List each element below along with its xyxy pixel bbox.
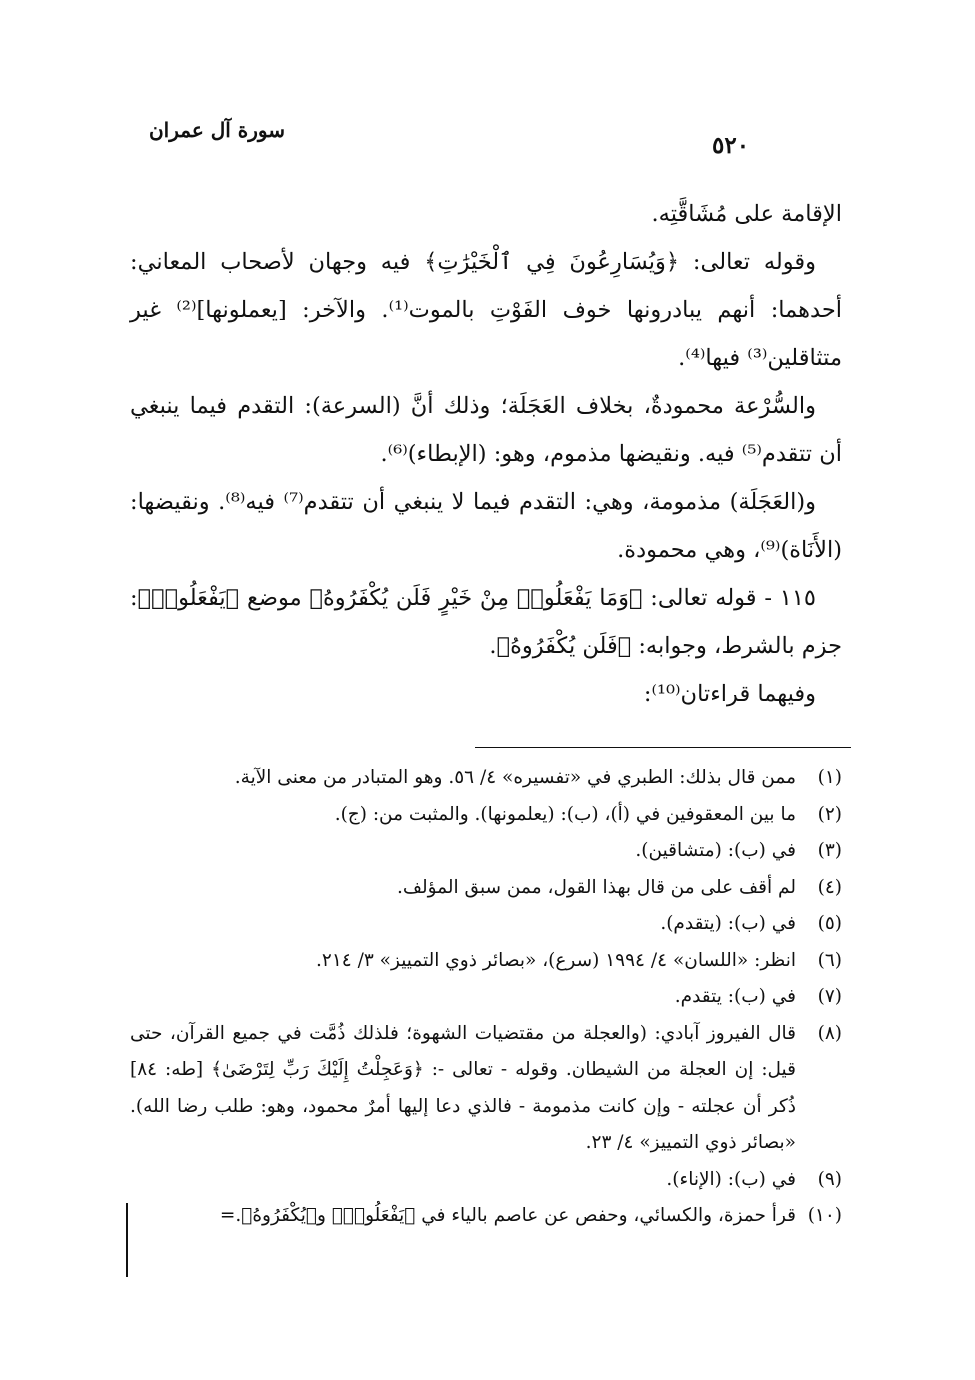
footnote-number: (٢) [817, 803, 842, 825]
footnote-number: (٩) [817, 1168, 842, 1190]
footnote [130, 1016, 842, 1162]
page-number: ٥٢٠ [712, 132, 750, 159]
footnote [130, 760, 842, 797]
footnote-number: (٣) [817, 840, 842, 861]
footnote-text: انظر: «اللسان» ٤/ ١٩٩٤ (سرع)، «بصائر ذوي التمييز» ٣/ ٢١٤. [316, 949, 796, 971]
footnote-number: (٥) [817, 913, 842, 934]
footnote-text: قال الفيروز آبادي: (والعجلة من مقتضيات الشهوة؛ فلذلك ذُمَّت في جميع القرآن، حتى قيل: إن العجلة من الشيطان. وقوله - تعالى -: ﴿وَعَجِلْتُ إِلَيْكَ رَبِّ لِتَرْضَىٰ﴾ [طه: ٨٤] ذُكر أن عجلته - وإن كانت مذمومة - فالذي دعا إليها أمرٌ محمود، وهو: طلب رضا الله). «بصائر ذوي التمييز» ٤/ ٢٣. [130, 1022, 796, 1153]
verse-paragraph: ١١٥ - قوله تعالى: ﴿وَمَا يَفْعَلُوا۟ مِنْ خَيْرٍ فَلَن يُكْفَرُوهُ﴾ موضع ﴿يَفْعَلُوا۟﴾: جزم بالشرط، وجوابه: ﴿فَلَن يُكْفَرُوهُ﴾. [130, 585, 842, 659]
paragraph: الإقامة على مُشَاقَّتِه. [651, 201, 842, 227]
footnote [130, 833, 842, 870]
footnote-text: في (ب): (الإناء). [666, 1168, 796, 1190]
footnote-text: ممن قال بذلك: الطبري في «تفسيره» ٤/ ٥٦. وهو المتبادر من معنى الآية. [234, 767, 796, 788]
footnote-number: (٨) [817, 1022, 842, 1044]
footnotes [130, 760, 842, 1235]
footnote-text: ما بين المعقوفين في (أ)، (ب): (يعلمونها). والمثبت من: (ج). [334, 803, 796, 825]
footnote-text: قرأ حمزة، والكسائي، وحفص عن عاصم بالياء في ﴿يَفْعَلُوا۟﴾ و﴿يُكْفَرُوهُ﴾.= [219, 1205, 796, 1226]
footnote-divider [475, 747, 851, 748]
footnote-text: في (ب): يتقدم. [674, 986, 796, 1007]
paragraph: و(العَجَلَة) مذمومة، وهي: التقدم فيما لا ينبغي أن تتقدم⁽⁷⁾ فيه⁽⁸⁾. ونقيضها: (الأَنَاة)⁽⁹⁾، وهي محمودة. [130, 489, 842, 563]
footnote-number: (١) [817, 767, 842, 788]
paragraph: وقوله تعالى: ﴿وَيُسَارِعُونَ فِي ٱلْخَيْرَٰتِ﴾ فيه وجهان لأصحاب المعاني: أحدهما: أنهم يبادرونها خوف الفَوْتِ بالموت⁽¹⁾. والآخر: [يعملونها]⁽²⁾ غير متثاقلين⁽³⁾ فيها⁽⁴⁾. [130, 249, 842, 371]
footnote-text: لم أقف على من قال بهذا القول، ممن سبق المؤلف. [396, 876, 796, 898]
footnote [130, 943, 842, 980]
running-header-title: سورة آل عمران [148, 118, 285, 142]
footnote-text: في (ب): (متشاقين). [635, 840, 796, 861]
footnote [130, 797, 842, 834]
main-text [130, 190, 842, 718]
footnote-number: (٤) [817, 876, 842, 898]
footnote-number: (١٠) [807, 1205, 842, 1226]
footnote [130, 979, 842, 1016]
footnote [130, 870, 842, 907]
footnote-number: (٦) [817, 949, 842, 971]
paragraph: وفيهما قراءتان⁽¹⁰⁾: [643, 681, 816, 707]
footnote-number: (٧) [817, 986, 842, 1007]
footnote [130, 906, 842, 943]
footnote [130, 1162, 842, 1199]
footnote-text: في (ب): (يتقدم). [660, 913, 796, 934]
margin-bar [126, 1203, 128, 1277]
footnote [130, 1198, 842, 1235]
paragraph: والسُّرْعة محمودةٌ، بخلاف العَجَلَة؛ وذلك أنَّ (السرعة): التقدم فيما ينبغي أن تتقدم⁽⁵⁾ فيه. ونقيضها مذموم، وهو: (الإبطاء)⁽⁶⁾. [130, 393, 842, 467]
